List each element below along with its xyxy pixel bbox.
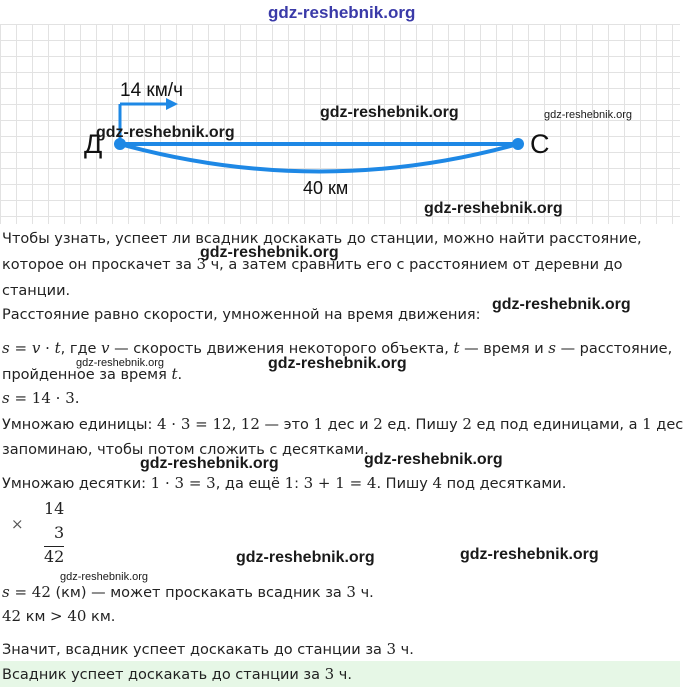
- watermark-top: gdz-reshebnik.org: [268, 3, 416, 22]
- distance-label: 40 км: [303, 178, 349, 198]
- watermark: gdz-reshebnik.org: [364, 451, 503, 468]
- multiply-sign: ×: [11, 515, 24, 533]
- tens-step: Умножаю десятки: 1 · 3 = 3, да ещё 1: 3 + 1 = 4. Пишу 4 под десятками.: [2, 474, 567, 492]
- conclusion-line: Значит, всадник успеет доскакать до станции за 3 ч.: [2, 640, 414, 658]
- watermark: gdz-reshebnik.org: [492, 296, 631, 313]
- watermark: gdz-reshebnik.org: [236, 549, 375, 566]
- result-line-1: s = 42 (км) — может проскакать всадник за 3 ч.: [2, 583, 374, 601]
- units-step-1: Умножаю единицы: 4 · 3 = 12, 12 — это 1 дес и 2 ед. Пишу 2 ед под единицами, а 1 дес: [2, 415, 683, 433]
- watermark: gdz-reshebnik.org: [460, 546, 599, 563]
- end-label: С: [530, 129, 550, 159]
- answer-text: Всадник успеет доскакать до станции за 3 ч.: [2, 665, 352, 683]
- point-end: [512, 138, 524, 150]
- calc-multiplier: 3: [54, 523, 65, 542]
- expression-line: s = 14 · 3.: [2, 389, 80, 407]
- watermark: gdz-reshebnik.org: [76, 357, 165, 369]
- formula-line-2: пройденное за время t.: [2, 365, 183, 383]
- paragraph-intro-2: которое он проскачет за 3 ч, а затем сравнить его с расстоянием от деревни до: [2, 255, 623, 273]
- watermark: gdz-reshebnik.org: [268, 355, 407, 372]
- units-step-2: запоминаю, чтобы потом сложить с десятками.: [2, 442, 369, 458]
- watermark: gdz-reshebnik.org: [140, 455, 279, 472]
- distance-arc: [120, 144, 518, 172]
- calc-result: 42: [44, 547, 65, 566]
- answer-box: [0, 661, 680, 687]
- watermark: gdz-reshebnik.org: [200, 244, 339, 261]
- paragraph-intro-3: станции.: [2, 283, 71, 299]
- paragraph-intro-1: Чтобы узнать, успеет ли всадник доскакать до станции, можно найти расстояние,: [2, 231, 642, 247]
- calc-multiplicand: 14: [44, 499, 65, 518]
- paragraph-formula-intro: Расстояние равно скорости, умноженной на время движения:: [2, 307, 481, 323]
- watermark: gdz-reshebnik.org: [60, 571, 149, 583]
- watermark: gdz-reshebnik.org: [424, 200, 563, 217]
- watermark: gdz-reshebnik.org: [96, 124, 235, 141]
- formula-line: s = v · t, где v — скорость движения некоторого объекта, t — время и s — расстояние,: [2, 339, 673, 357]
- watermark: gdz-reshebnik.org: [544, 109, 633, 121]
- start-label: Д: [84, 129, 103, 159]
- speed-label: 14 км/ч: [120, 80, 183, 101]
- watermark: gdz-reshebnik.org: [320, 104, 459, 121]
- result-line-2: 42 км > 40 км.: [2, 607, 116, 625]
